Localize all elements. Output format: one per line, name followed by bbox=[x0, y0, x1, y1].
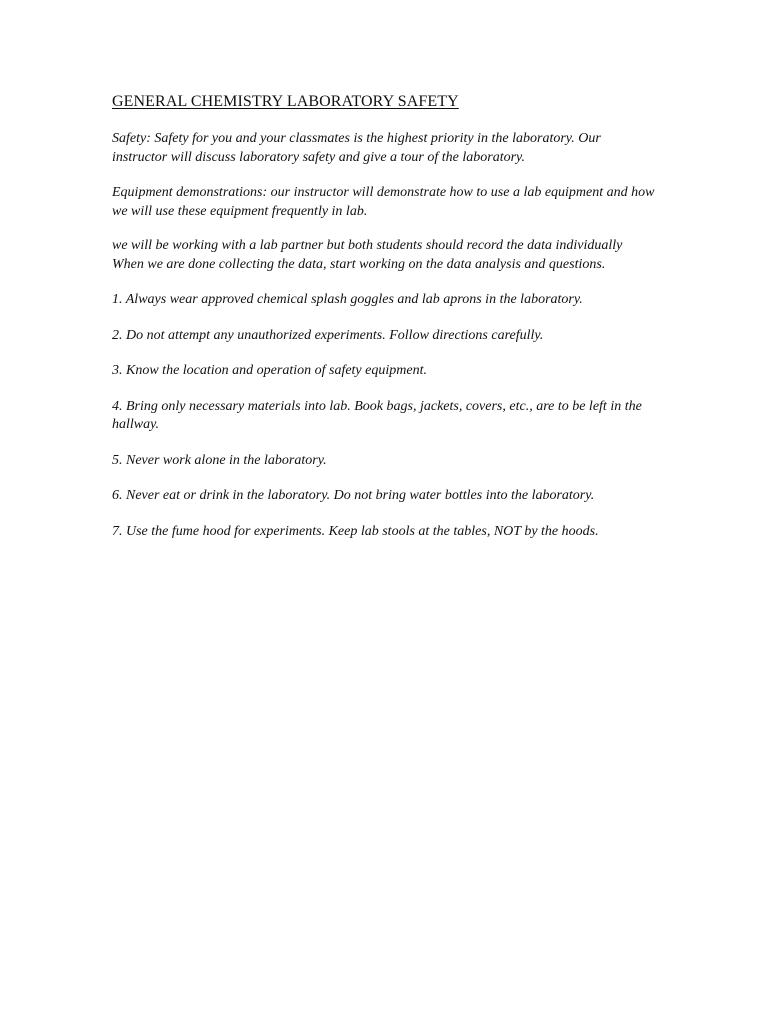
safety-rules-list bbox=[112, 291, 657, 541]
document-title: GENERAL CHEMISTRY LABORATORY SAFETY bbox=[112, 93, 459, 110]
document-page bbox=[112, 93, 657, 558]
rule-item: 4. Bring only necessary materials into lab. Book bags, jackets, covers, etc., are to be left in the hallway. bbox=[112, 398, 642, 432]
rule-item: 1. Always wear approved chemical splash goggles and lab aprons in the laboratory. bbox=[112, 292, 583, 307]
rule-item: 2. Do not attempt any unauthorized experiments. Follow directions carefully. bbox=[112, 327, 544, 343]
analysis-paragraph: When we are done collecting the data, start working on the data analysis and questions. bbox=[112, 256, 606, 272]
safety-paragraph: Safety: Safety for you and your classmates is the highest priority in the laboratory. Our instructor will discuss laboratory safety and give a tour of the laboratory. bbox=[112, 131, 601, 165]
rule-item: 7. Use the fume hood for experiments. Keep lab stools at the tables, NOT by the hoods. bbox=[112, 523, 599, 539]
rule-item: 3. Know the location and operation of safety equipment. bbox=[112, 363, 427, 378]
rule-item: 5. Never work alone in the laboratory. bbox=[112, 452, 327, 468]
rule-item: 6. Never eat or drink in the laboratory. Do not bring water bottles into the laboratory. bbox=[112, 488, 595, 503]
equipment-paragraph: Equipment demonstrations: our instructor will demonstrate how to use a lab equipment and how we will use these equipment frequently in lab. bbox=[112, 185, 655, 219]
partner-paragraph: we will be working with a lab partner but both students should record the data individually bbox=[112, 238, 623, 253]
